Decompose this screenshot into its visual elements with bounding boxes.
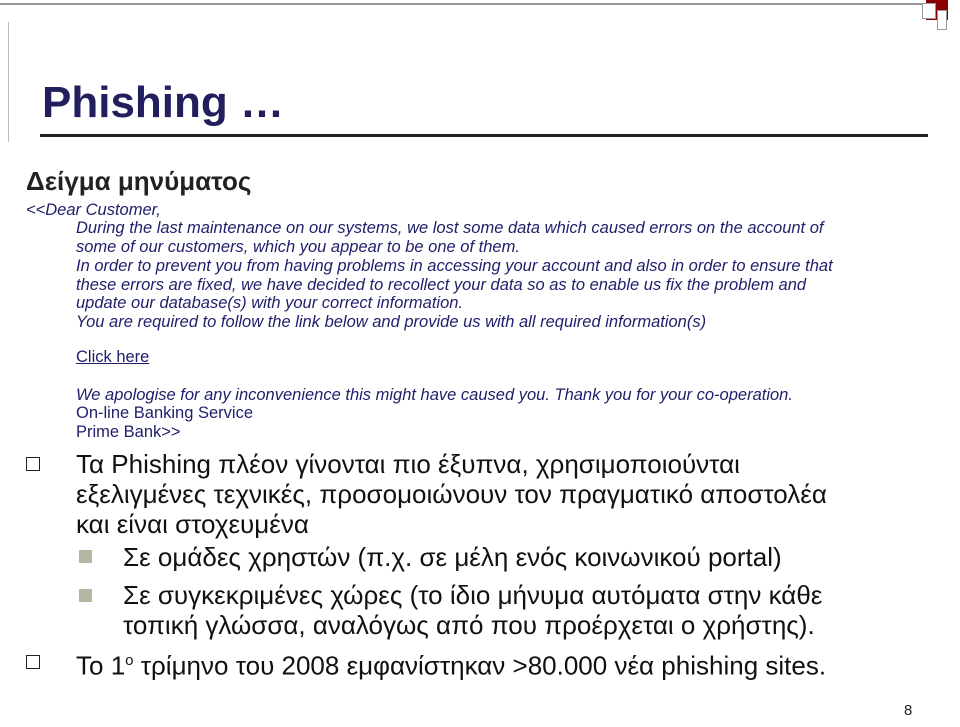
slide-subtitle: Δείγμα μηνύματος <box>26 166 252 196</box>
top-outline-square <box>922 3 936 19</box>
bullet-text-part: τρίμηνο του 2008 εμφανίστηκαν >80.000 νέα phishing sites. <box>133 650 827 681</box>
email-line: During the last maintenance on our systems, we lost some data which caused errors on the account of <box>76 219 824 237</box>
bullet-text: εξελιγμένες τεχνικές, προσομοιώνουν τον πραγματικό αποστολέα <box>76 479 827 509</box>
hollow-square-bullet-icon <box>26 655 40 669</box>
title-divider <box>40 134 928 137</box>
email-line: update our database(s) with your correct information. <box>76 294 464 312</box>
superscript: ο <box>125 652 134 669</box>
email-closing: We apologise for any inconvenience this might have caused you. Thank you for your co-operation. <box>76 386 793 404</box>
sub-bullet-text: Σε συγκεκριμένες χώρες (το ίδιο μήνυμα αυτόματα στην κάθε <box>123 580 823 610</box>
square-sub-bullet-icon <box>79 589 92 602</box>
sub-bullet-text: τοπική γλώσσα, αναλόγως από που προέρχεται ο χρήστης). <box>123 610 815 640</box>
email-signature: On-line Banking Service <box>76 404 254 422</box>
email-click-here-link[interactable]: Click here <box>76 348 150 366</box>
square-sub-bullet-icon <box>79 550 92 563</box>
page-number: 8 <box>904 702 913 719</box>
slide-title: Phishing … <box>42 78 284 127</box>
bullet-text: Τα Phishing πλέον γίνονται πιο έξυπνα, χρησιμοποιούνται <box>76 449 740 479</box>
email-line: In order to prevent you from having problems in accessing your account and also in order to ensure that <box>76 257 833 275</box>
bullet-text-part: Το 1 <box>76 650 126 681</box>
bullet-text <box>76 646 826 681</box>
email-line: You are required to follow the link below and provide us with all required information(s) <box>76 313 707 331</box>
email-line: some of our customers, which you appear to be one of them. <box>76 238 520 256</box>
top-outline-square-small <box>937 10 947 30</box>
hollow-square-bullet-icon <box>26 457 40 471</box>
sub-bullet-text: Σε ομάδες χρηστών (π.χ. σε μέλη ενός κοινωνικού portal) <box>123 542 782 572</box>
email-line: these errors are fixed, we have decided to recollect your data so as to enable us fix the problem and <box>76 276 807 294</box>
top-decorative-line <box>0 3 922 5</box>
left-decorative-line <box>8 22 9 142</box>
email-greeting: <<Dear Customer, <box>26 201 161 219</box>
email-signature-bank: Prime Bank>> <box>76 423 181 441</box>
bullet-text: και είναι στοχευμένα <box>76 509 309 539</box>
